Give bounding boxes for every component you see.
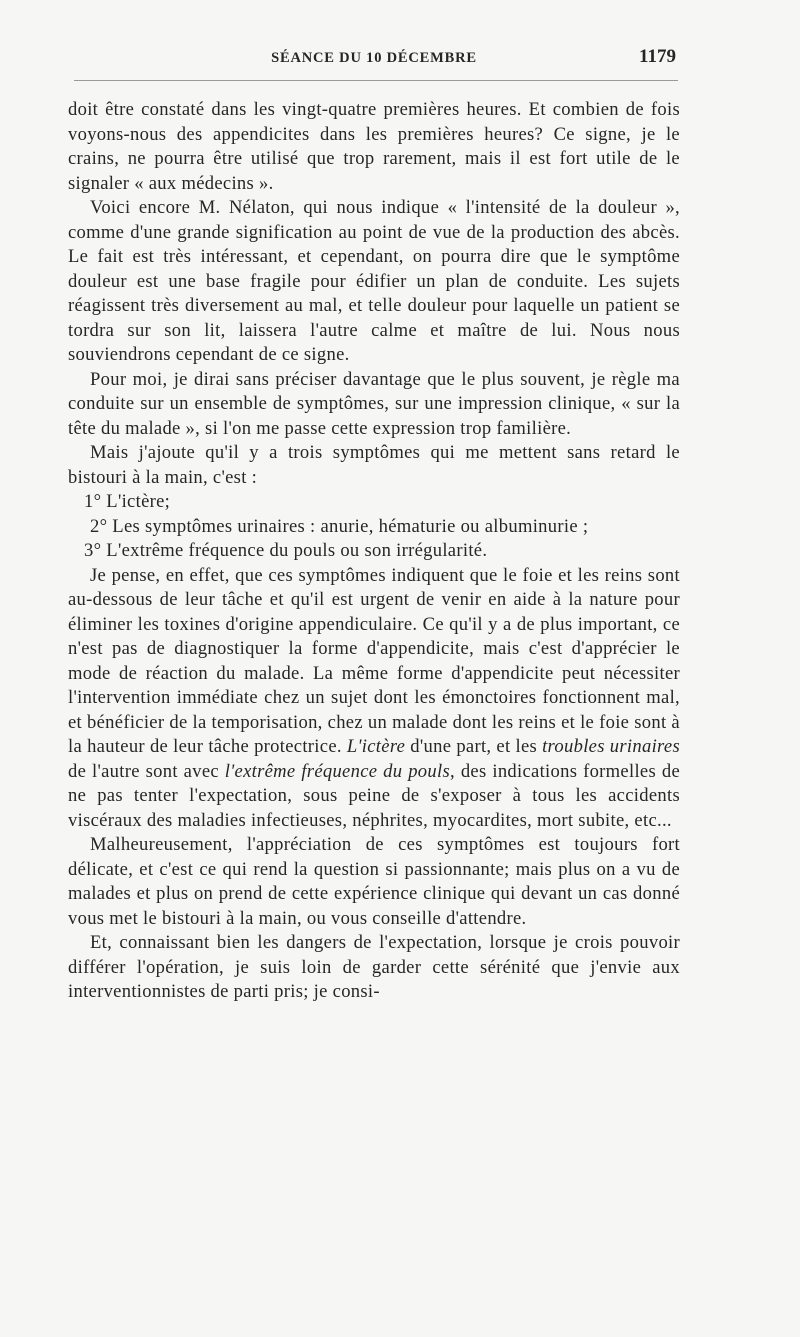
page-header xyxy=(68,46,680,70)
list-item-pulse: 3° L'extrême fréquence du pouls ou son irrégularité. xyxy=(84,540,488,561)
paragraph-2: Voici encore M. Nélaton, qui nous indique « l'intensité de la douleur », comme d'une grande signification au point de vue de la production des abcès. Le fait est très intéressant, et cependant, on pourra dire que le symptôme douleur est une base fragile pour édifier un plan de conduite. Les sujets réagissent très diversement au mal, et telle douleur pour laquelle un patient se tordra sur son lit, laissera l'autre calme et maître de lui. Nous nous souviendrons cependant de ce signe. xyxy=(68,197,680,365)
emphasis-pulse: l'extrême fréquence du pouls xyxy=(224,760,451,782)
paragraph-5-text-c: d'une part, et les xyxy=(405,736,543,757)
paragraph-1: doit être constaté dans les vingt-quatre premières heures. Et combien de fois voyons-nous des appendicites dans les premières heures? Ce signe, je le crains, ne pourra être utilisé que trop rarement, mais il est fort utile de le signaler « aux médecins ». xyxy=(68,99,680,194)
page-number: 1179 xyxy=(639,46,676,67)
paragraph-5-text-e: de l'autre sont avec xyxy=(68,760,225,782)
list-item-icterus: 1° L'ictère; xyxy=(84,491,171,512)
paragraph-5-text-a: Je pense, en effet, que ces symptômes indiquent que le foie et les reins sont au-dessous de leur tâche et qu'il est urgent de venir en aide à la nature pour éliminer les toxines d'origine appendiculaire. Ce qu'il y a de plus important, ce n'est pas de diagnostiquer la forme d'appendicite, mais c'est d'apprécier le mode de réaction du malade. La même forme d'appendicite peut nécessiter l'intervention immédiate chez un sujet dont les émonctoires fonctionnent mal, et bénéficier de la temporisation, chez un malade dont les reins et le foie sont à la hauteur de leur tâche protectrice. xyxy=(68,564,680,757)
paragraph-6: Malheureusement, l'appréciation de ces symptômes est toujours fort délicate, et c'est ce qui rend la question si passionnante; mais plus on a vu de malades et plus on prend de cette expérience clinique qui devant un cas donné vous met le bistouri à la main, ou vous conseille d'attendre. xyxy=(68,834,680,929)
paragraph-4: Mais j'ajoute qu'il y a trois symptômes qui me mettent sans retard le bistouri à la main, c'est : xyxy=(68,442,680,488)
running-head: SÉANCE DU 10 DÉCEMBRE xyxy=(271,50,477,66)
emphasis-urinary: troubles urinaires xyxy=(542,736,680,757)
paragraph-7: Et, connaissant bien les dangers de l'expectation, lorsque je crois pouvoir différer l'opération, je suis loin de garder cette sérénité que j'envie aux interventionnistes de parti pris; je consi- xyxy=(68,932,680,1002)
paragraph-3: Pour moi, je dirai sans préciser davantage que le plus souvent, je règle ma conduite sur un ensemble de symptômes, sur une impression clinique, « sur la tête du malade », si l'on me passe cette expression trop familière. xyxy=(68,368,680,439)
body-text xyxy=(68,98,680,1005)
header-rule xyxy=(74,80,678,81)
paragraph-5-text-g: , des indications formelles de ne pas tenter l'expectation, sous peine de s'exposer à tous les accidents viscéraux des maladies infectieuses, néphrites, myocardites, mort subite, etc... xyxy=(68,760,681,831)
list-item-urinary: 2° Les symptômes urinaires : anurie, hématurie ou albuminurie ; xyxy=(90,515,589,537)
paragraph-5 xyxy=(68,564,680,834)
emphasis-icterus: L'ictère xyxy=(346,736,406,757)
